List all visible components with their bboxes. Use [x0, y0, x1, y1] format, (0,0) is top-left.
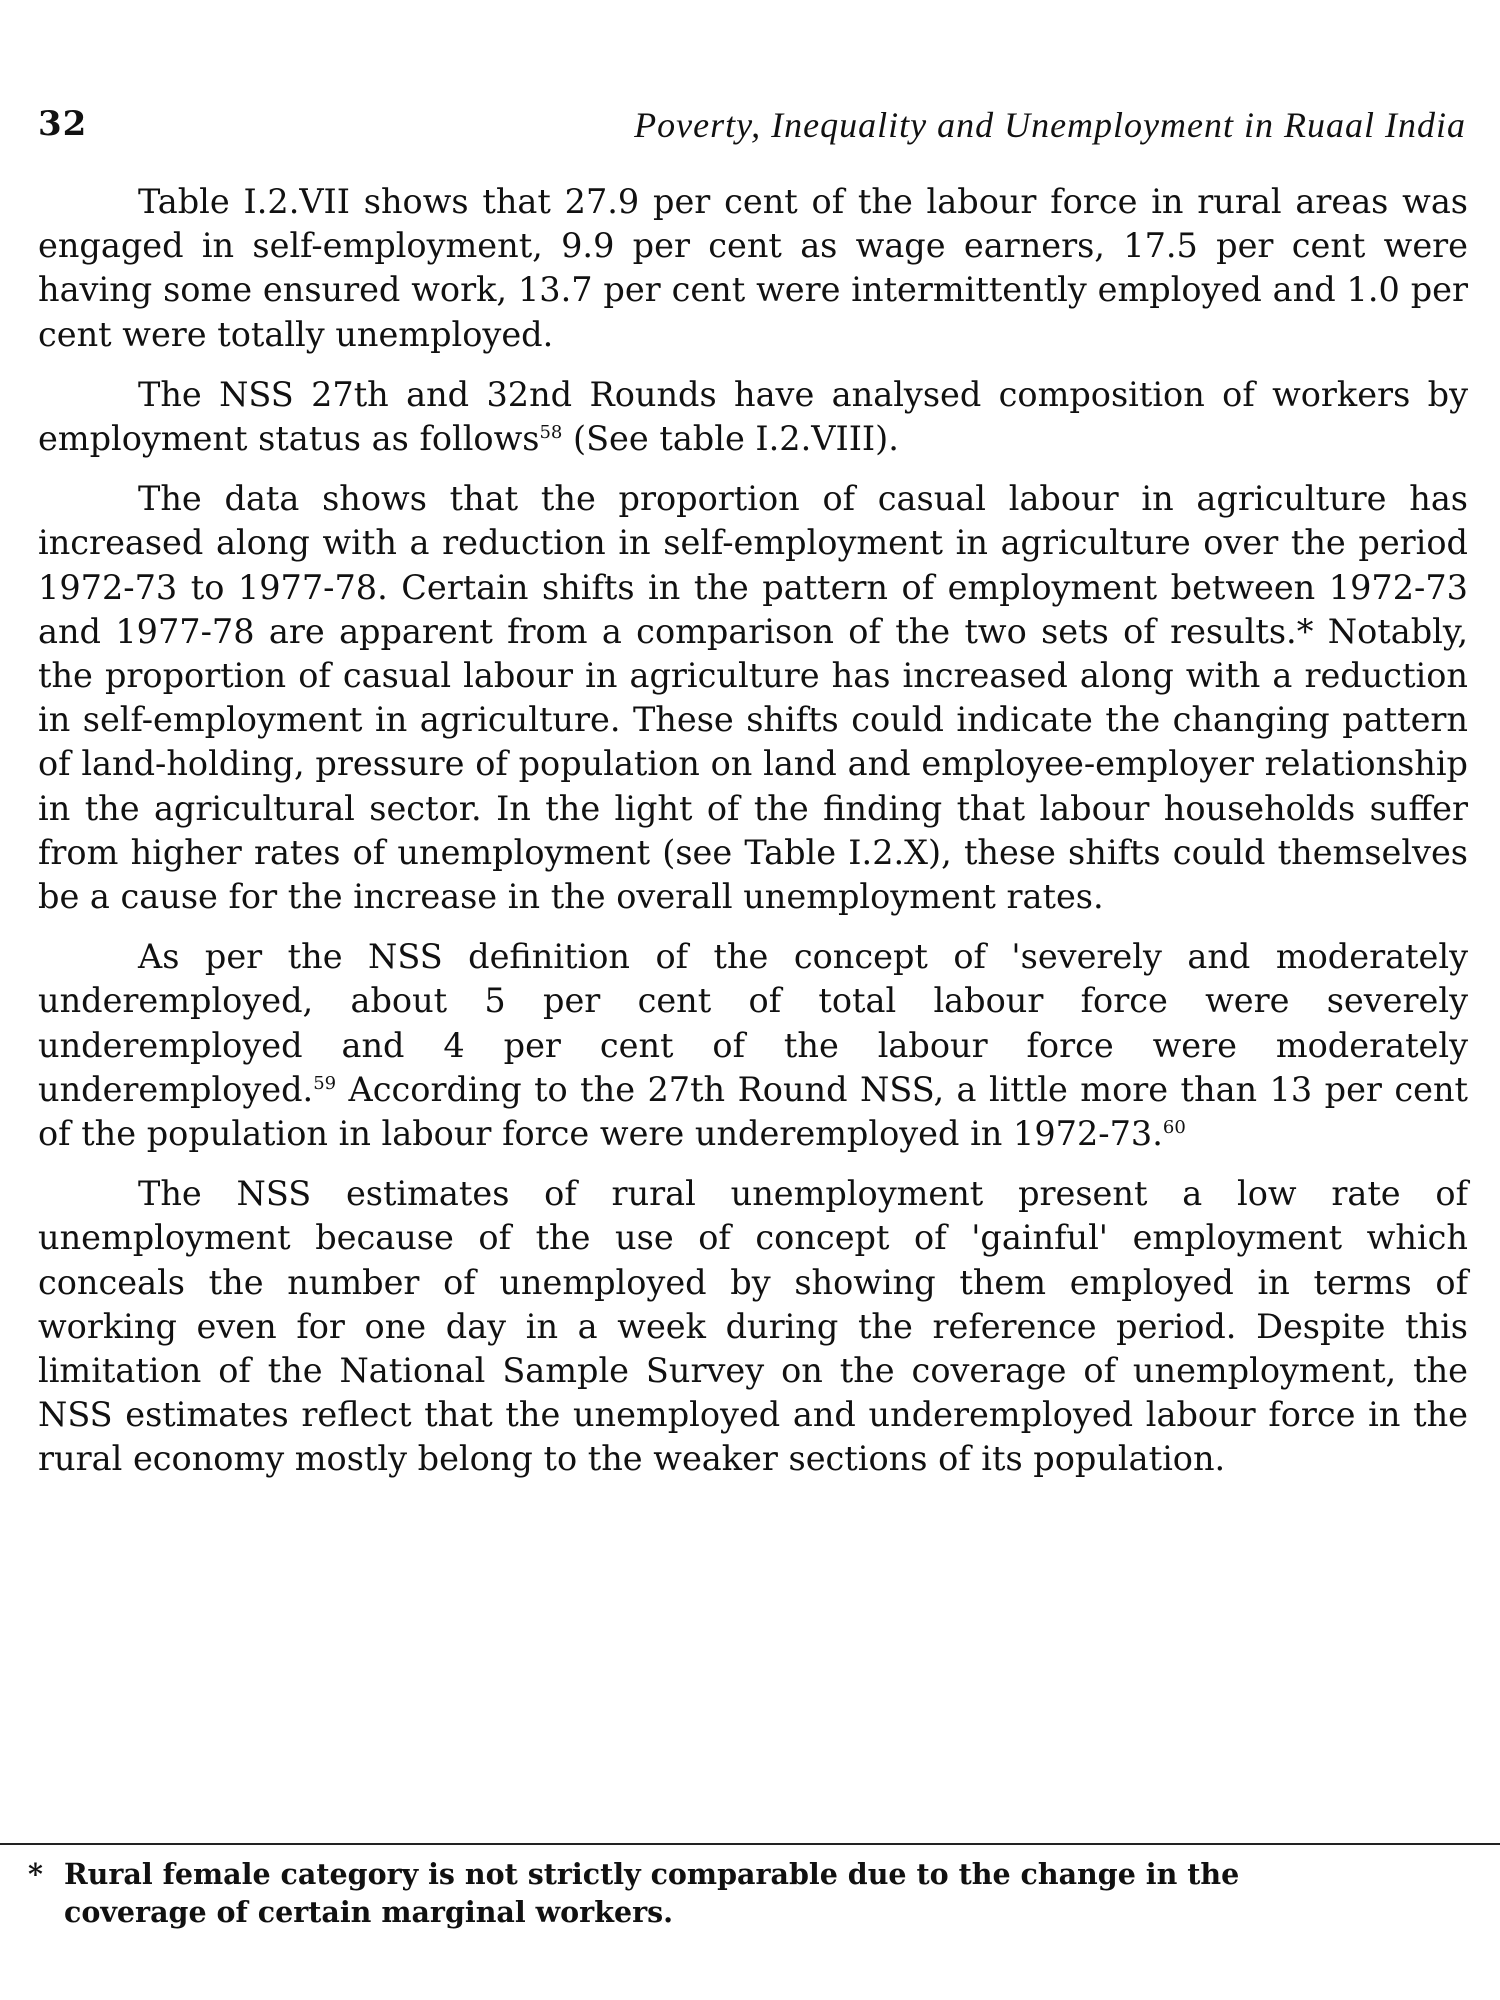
body-text: [38, 180, 1468, 1498]
paragraph-5-text: The NSS estimates of rural unemployment present a low rate of unemployment because of the use of concept of 'gainful' employment which conceals the number of unemployed by showing them employed in terms of working even for one day in a week during the reference period. Despite this limitation of the National Sample Survey on the coverage of unemployment, the NSS estimates reflect that the unemployed and underemployed labour force in the rural economy mostly belong to the weaker sections of its population.: [38, 1174, 1468, 1479]
reference-59: 59: [313, 1072, 337, 1094]
paragraph-2-text: The NSS 27th and 32nd Rounds have analysed composition of workers by employment status as follows: [38, 374, 1468, 459]
page-number: 32: [38, 104, 88, 144]
reference-58: 58: [539, 421, 563, 443]
paragraph-4-middle: According to the 27th Round NSS, a little more than 13 per cent of the population in labour force were underemployed in 1972-73.: [38, 1069, 1468, 1154]
paragraph-2: [38, 373, 1468, 461]
paragraph-2-tail: (See table I.2.VIII).: [562, 419, 899, 459]
paragraph-4: [38, 935, 1468, 1156]
paragraph-3-text: The data shows that the proportion of casual labour in agriculture has increased along with a reduction in self-employment in agriculture over the period 1972-73 to 1977-78. Certain shifts in the pattern of employment between 1972-73 and 1977-78 are apparent from a comparison of the two sets of results.* Notably, the proportion of casual labour in agriculture has increased along with a reduction in self-employment in agriculture. These shifts could indicate the changing pattern of land-holding, pressure of population on land and employee-employer relationship in the agricultural sector. In the light of the finding that labour households suffer from higher rates of unemployment (see Table I.2.X), these shifts could themselves be a cause for the increase in the overall unemployment rates.: [38, 479, 1468, 917]
paragraph-1: [38, 180, 1468, 357]
paragraph-3: [38, 477, 1468, 919]
footnote-line-2: [28, 1893, 1468, 1931]
running-title: Poverty, Inequality and Unemployment in Ruaal India: [634, 105, 1466, 145]
paragraph-5: [38, 1172, 1468, 1481]
footnote-text-1: Rural female category is not strictly comparable due to the change in the: [64, 1857, 1240, 1891]
footnote-line-1: [28, 1855, 1468, 1893]
footnote-marker: *: [28, 1857, 43, 1891]
footnote: [28, 1855, 1468, 1931]
reference-60: 60: [1162, 1116, 1186, 1138]
paragraph-4-text: As per the NSS definition of the concept of 'severely and moderately underemployed, about 5 per cent of total labour force were severely underemployed and 4 per cent of the labour force were moderately underemployed.: [38, 937, 1468, 1109]
paragraph-1-text: Table I.2.VII shows that 27.9 per cent of the labour force in rural areas was engaged in self-employment, 9.9 per cent as wage earners, 17.5 per cent were having some ensured work, 13.7 per cent were intermittently employed and 1.0 per cent were totally unemployed.: [38, 182, 1468, 354]
footnote-text-2: coverage of certain marginal workers.: [64, 1895, 674, 1929]
running-head: [38, 104, 1466, 154]
footnote-rule: [0, 1843, 1500, 1845]
